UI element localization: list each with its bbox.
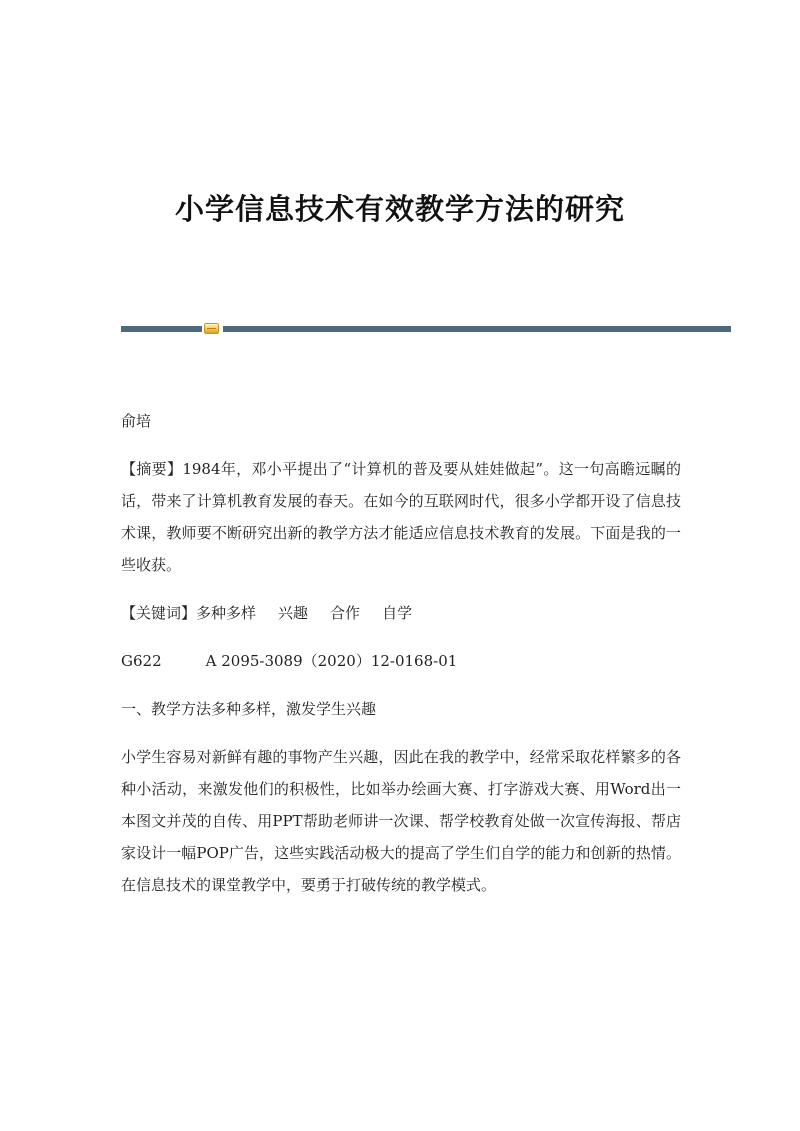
section-body: 小学生容易对新鲜有趣的事物产生兴趣，因此在我的教学中，经常采取花样繁多的各种小活动，来激发他们的积极性，比如举办绘画大赛、打字游戏大赛、用Word出一本图文并茂的自传、用PPT帮助老师讲一次课、帮学校教育处做一次宣传海报、帮店家设计一幅POP广告，这些实践活动极大的提高了学生们自学的能力和创新的热情。在信息技术的课堂教学中，要勇于打破传统的教学模式。 xyxy=(121,748,681,894)
document-id: A 2095-3089（2020）12-0168-01 xyxy=(205,652,458,670)
section-heading: 一、教学方法多种多样，激发学生兴趣 xyxy=(121,700,377,718)
document-body xyxy=(121,405,681,917)
classification xyxy=(121,645,681,677)
classification-code: G622 xyxy=(121,652,162,670)
keyword-item: 自学 xyxy=(382,604,413,622)
envelope-icon xyxy=(204,323,219,334)
keyword-item: 兴趣 xyxy=(278,604,309,622)
author: 俞培 xyxy=(121,412,152,430)
keyword-item: 多种多样 xyxy=(196,604,257,622)
keywords-label: 【关键词】 xyxy=(121,604,197,622)
keywords xyxy=(121,597,681,629)
document-title: 小学信息技术有效教学方法的研究 xyxy=(174,192,625,226)
keyword-item: 合作 xyxy=(330,604,361,622)
abstract: 【摘要】1984年，邓小平提出了“计算机的普及要从娃娃做起”。这一句高瞻远瞩的话，带来了计算机教育发展的春天。在如今的互联网时代，很多小学都开设了信息技术课，教师要不断研究出新的教学方法才能适应信息技术教育的发展。下面是我的一些收获。 xyxy=(121,460,681,574)
title-rule-right xyxy=(223,326,731,332)
title-rule-left xyxy=(121,326,202,332)
